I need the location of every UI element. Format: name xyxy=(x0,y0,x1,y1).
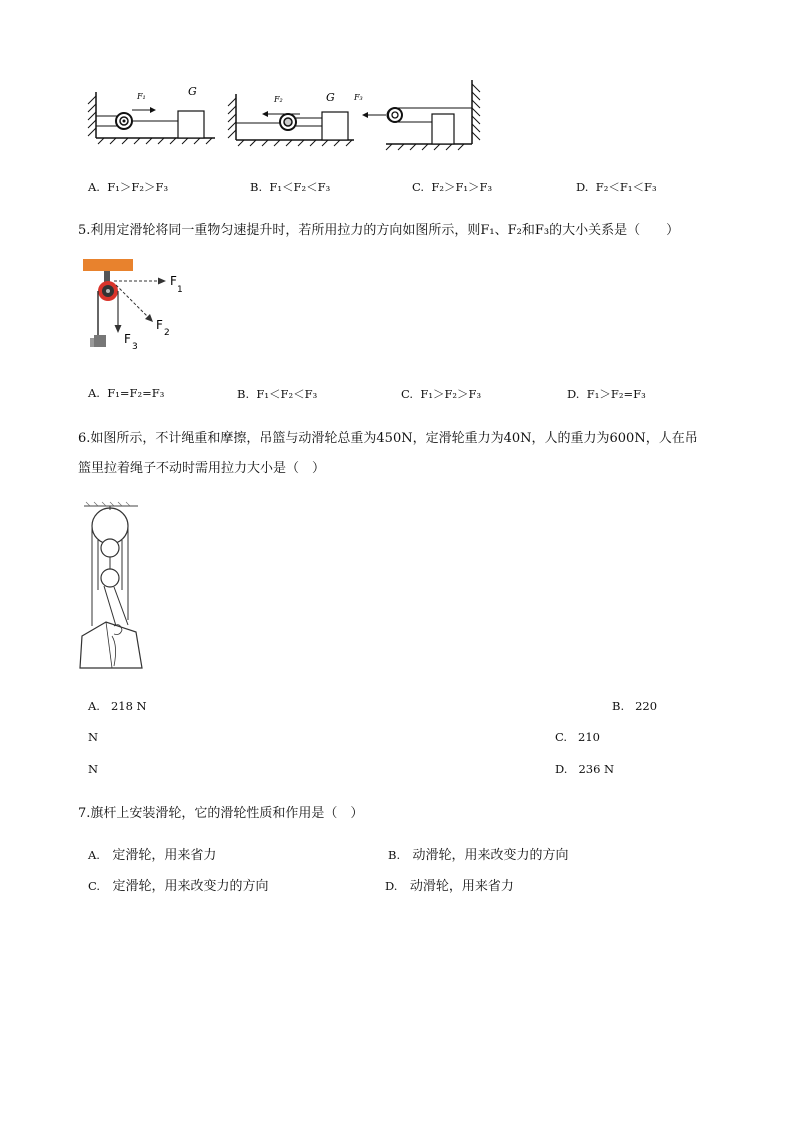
option-text: 定滑轮，用来改变力的方向 xyxy=(112,879,269,894)
option-letter: A. xyxy=(88,699,100,713)
option-letter: D. xyxy=(555,762,568,776)
q4-option-a[interactable] xyxy=(88,179,168,195)
q5-option-b[interactable] xyxy=(237,386,317,402)
option-letter: C. xyxy=(555,730,568,744)
option-text: F₁=F₂=F₃ xyxy=(107,386,165,400)
option-text: F₁＞F₂＞F₃ xyxy=(107,180,169,194)
option-text: 定滑轮，用来省力 xyxy=(112,848,217,863)
option-text: F₂＜F₁＜F₃ xyxy=(595,180,657,194)
q4-d2-force-label: F₂ xyxy=(274,95,283,104)
q5-f1-label: F xyxy=(170,274,177,288)
option-text: 动滑轮，用来省力 xyxy=(409,879,514,894)
option-letter: B. xyxy=(612,699,625,713)
q5-f2-subscript: 2 xyxy=(164,328,170,338)
option-letter: A. xyxy=(88,180,100,194)
q5-f1-subscript: 1 xyxy=(177,285,183,295)
option-text: 220 xyxy=(635,699,658,713)
option-letter: D. xyxy=(576,180,589,194)
option-letter: B. xyxy=(388,848,401,862)
q7-question: 7.旗杆上安装滑轮，它的滑轮性质和作用是（ ） xyxy=(78,806,364,821)
option-text: 210 xyxy=(578,730,600,744)
option-letter: B. xyxy=(250,180,263,194)
q5-option-a[interactable] xyxy=(88,386,164,400)
q4-option-c[interactable] xyxy=(412,179,492,195)
q7-option-a[interactable] xyxy=(88,844,216,863)
q6-option-c-unit: N xyxy=(88,762,99,776)
q7-option-b[interactable] xyxy=(388,844,569,863)
q4-diagram-3 xyxy=(350,78,490,156)
option-text: F₁＜F₂＜F₃ xyxy=(269,180,331,194)
option-letter: C. xyxy=(88,879,101,893)
q7-option-d[interactable] xyxy=(385,875,514,894)
option-letter: D. xyxy=(567,387,580,401)
option-letter: A. xyxy=(88,848,100,862)
option-text: 218 N xyxy=(110,699,147,713)
option-text: F₁＜F₂＜F₃ xyxy=(256,387,318,401)
q4-option-d[interactable] xyxy=(576,179,657,195)
q4-diagram-2 xyxy=(222,82,362,147)
option-letter: C. xyxy=(412,180,425,194)
q4-d2-weight-label: G xyxy=(326,91,335,104)
q6-option-a[interactable] xyxy=(88,699,147,713)
q6-option-b[interactable] xyxy=(612,699,657,713)
q5-question: 5.利用定滑轮将同一重物匀速提升时，若所用拉力的方向如图所示，则F₁、F₂和F₃的大小关系是（ ） xyxy=(78,223,680,238)
option-text: F₂＞F₁＞F₃ xyxy=(431,180,493,194)
option-letter: B. xyxy=(237,387,250,401)
option-text: F₁＞F₂＞F₃ xyxy=(420,387,482,401)
q5-f3-subscript: 3 xyxy=(132,342,138,352)
q4-option-b[interactable] xyxy=(250,179,330,195)
q6-option-d[interactable] xyxy=(555,762,614,776)
q5-f2-label: F xyxy=(156,318,163,332)
q4-diagram-1 xyxy=(80,80,220,145)
q5-f3-label: F xyxy=(124,332,131,346)
q6-question-line2: 篮里拉着绳子不动时需用拉力大小是（ ） xyxy=(78,461,326,476)
q4-d1-force-label: F₁ xyxy=(137,92,146,101)
option-text: 236 N xyxy=(578,762,615,776)
q6-question-line1: 6.如图所示，不计绳重和摩擦，吊篮与动滑轮总重为450N，定滑轮重力为40N，人的重力为600N，人在吊 xyxy=(78,431,698,446)
option-letter: C. xyxy=(401,387,414,401)
q6-option-c[interactable] xyxy=(555,730,600,744)
q7-option-c[interactable] xyxy=(88,875,268,894)
option-text: 动滑轮，用来改变力的方向 xyxy=(412,848,569,863)
option-letter: A. xyxy=(88,386,100,400)
q6-diagram xyxy=(76,500,146,672)
q4-d3-force-label: F₃ xyxy=(354,93,363,102)
q5-option-d[interactable] xyxy=(567,386,646,402)
q5-diagram xyxy=(80,255,200,355)
q6-option-b-unit: N xyxy=(88,730,99,744)
option-letter: D. xyxy=(385,879,398,893)
q4-d1-weight-label: G xyxy=(188,85,197,98)
q5-option-c[interactable] xyxy=(401,386,481,402)
option-text: F₁＞F₂=F₃ xyxy=(586,387,646,401)
